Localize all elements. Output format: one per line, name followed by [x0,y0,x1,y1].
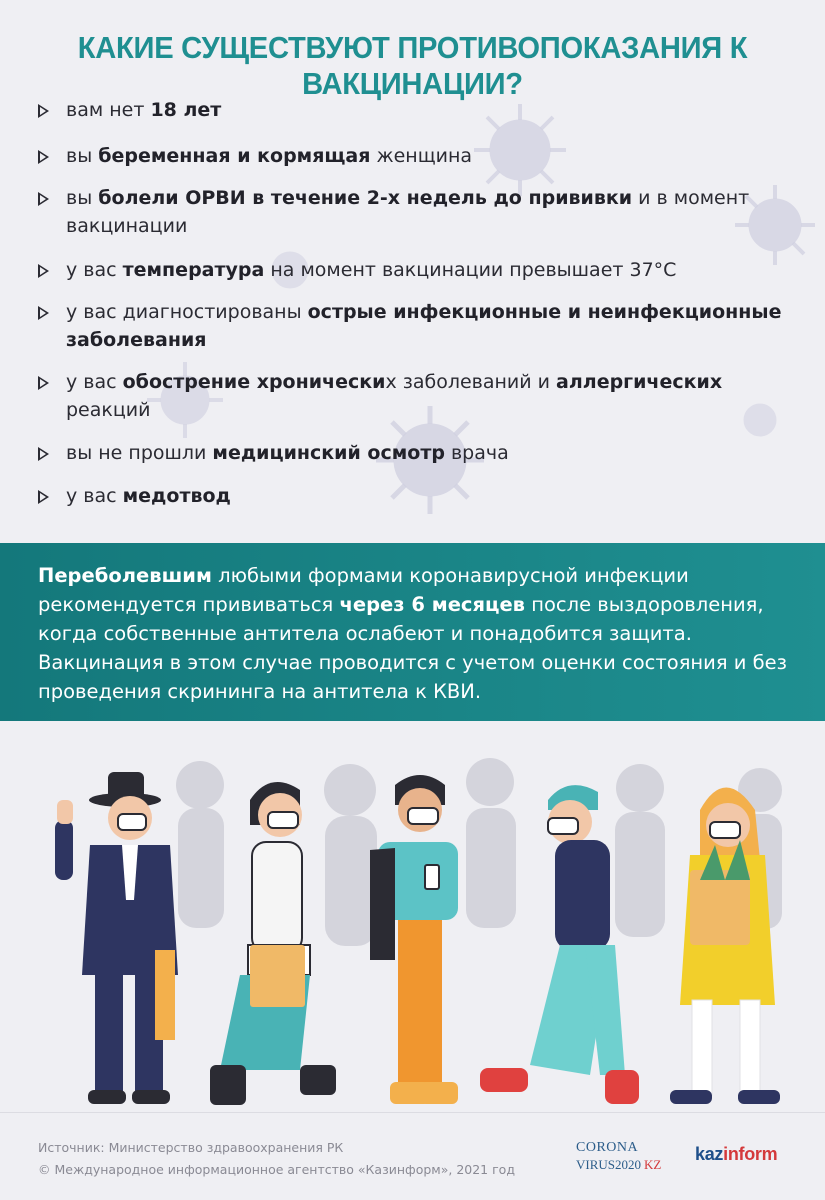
triangle-bullet-icon [38,264,49,278]
text-run: реакций [66,399,151,421]
logo-text-virus2020: VIRUS2020 [576,1157,642,1172]
bold-text: острые инфекционные и неинфекционные заболевания [66,301,782,351]
bold-text: аллергических [556,371,723,393]
triangle-bullet-icon [38,150,49,164]
text-run: вы [66,145,99,167]
logo-text-inform: inform [723,1144,778,1164]
text-run: вы не прошли [66,442,213,464]
list-item-text [38,184,798,240]
recovered-note [38,561,798,706]
list-item-text [38,439,798,467]
text-run: любыми формами коронавирусной инфекции рекомендуется прививаться [38,564,689,616]
bold-text: болели ОРВИ в течение 2-х недель до прививки [98,187,633,209]
logo-text-kz: KZ [644,1157,662,1172]
logo-text-virus [576,1157,661,1173]
list-item [38,184,798,240]
copyright-notice: © Международное информационное агентство «Казинформ», 2021 год [38,1162,515,1177]
text-run: у вас [66,259,123,281]
person-woman-with-bag [210,782,336,1105]
bold-text: беременная и кормящая [98,145,371,167]
kazinform-logo [695,1144,777,1165]
text-run: у вас диагностированы [66,301,308,323]
list-item-text [38,368,798,424]
coronavirus2020-logo [576,1140,686,1176]
list-item [38,368,798,424]
list-item [38,142,798,170]
text-run: у вас [66,485,123,507]
triangle-bullet-icon [38,490,49,504]
text-run: врача [444,442,509,464]
triangle-bullet-icon [38,447,49,461]
bold-text: Переболевшим [38,564,212,587]
list-item-text [38,298,798,354]
page-title: КАКИЕ СУЩЕСТВУЮТ ПРОТИВОПОКАЗАНИЯ К ВАКЦИНАЦИИ? [77,30,748,101]
list-item-text [38,482,798,510]
people-in-masks-illustration [0,730,825,1115]
list-item-text [38,142,798,170]
text-run: на момент вакцинации превышает 37°С [264,259,677,281]
person-young-man-with-phone [370,775,458,1104]
list-item [38,439,798,467]
logo-text-kaz: kaz [695,1144,724,1164]
bold-text: медицинский осмотр [212,442,445,464]
triangle-bullet-icon [38,376,49,390]
footer-divider [0,1112,825,1113]
person-man-with-hat [55,772,178,1104]
list-item [38,298,798,354]
text-run: у вас [66,371,123,393]
triangle-bullet-icon [38,192,49,206]
text-run: женщина [370,145,473,167]
text-run: вам нет [66,99,151,121]
list-item [38,482,798,510]
bold-text: температура [122,259,265,281]
bold-text: 18 лет [150,99,222,121]
bold-text: обострение хронически [122,371,386,393]
text-run: х заболеваний и [385,371,557,393]
text-run: после выздоровления, когда собственные антитела ослабеют и понадобится защита. Вакцинация в этом случае проводится с учетом оценки состояния и без проведения скрининга на антитела к КВИ. [38,593,788,703]
triangle-bullet-icon [38,306,49,320]
logo-text-corona: CORONA [576,1140,639,1155]
triangle-bullet-icon [38,104,49,118]
list-item-text [38,96,798,124]
bold-text: медотвод [122,485,231,507]
text-run: вы [66,187,99,209]
list-item [38,256,798,284]
text-run: и в момент вакцинации [66,187,750,237]
source-credit: Источник: Министерство здравоохранения РК [38,1140,344,1155]
list-item [38,96,798,124]
bold-text: через 6 месяцев [339,593,526,616]
list-item-text [38,256,798,284]
